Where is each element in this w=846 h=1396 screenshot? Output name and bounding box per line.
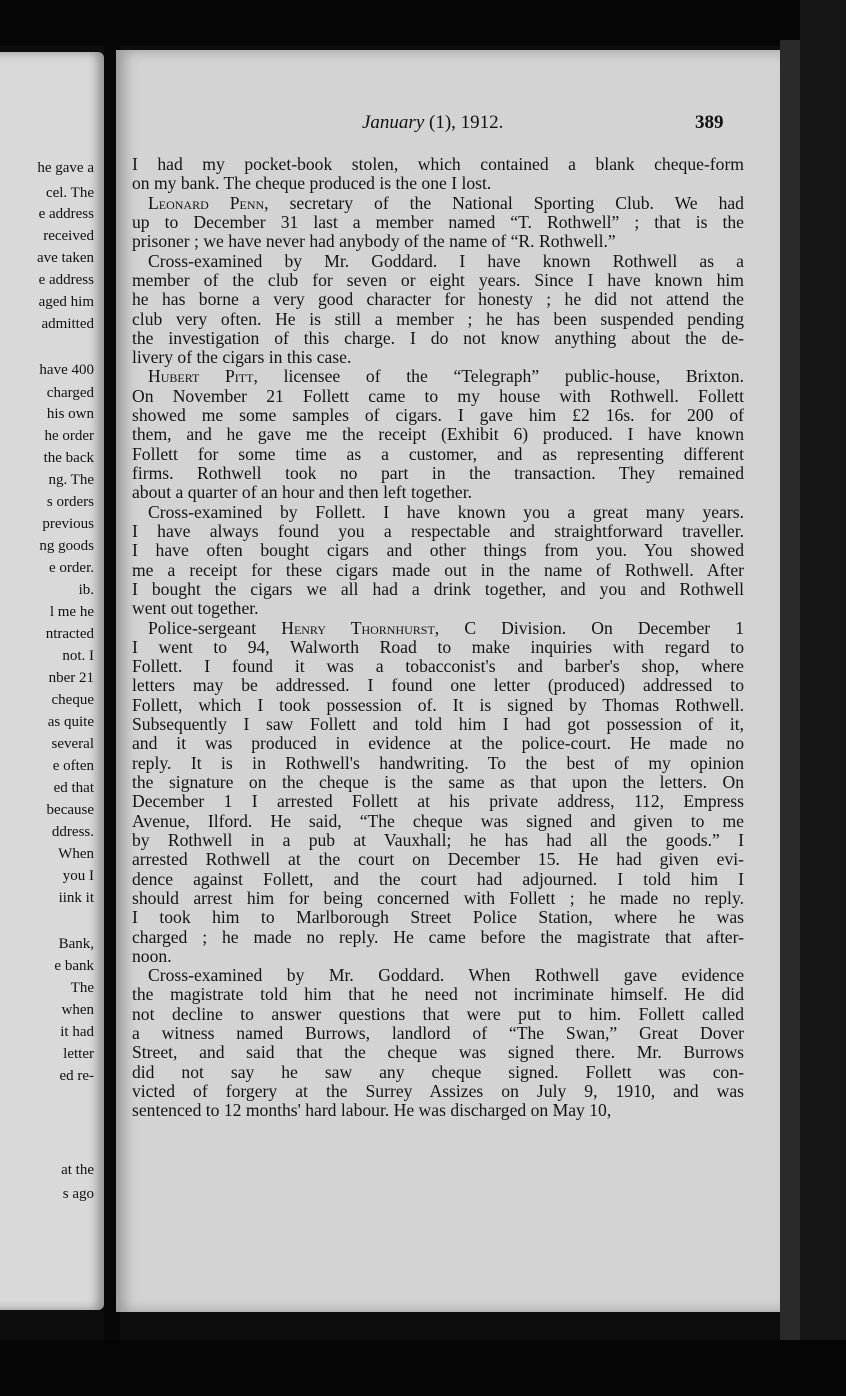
witness-name: Leonard Penn,: [148, 192, 269, 213]
left-page-fragment: aged him: [38, 294, 94, 310]
left-page-fragment: received: [43, 228, 94, 244]
text-line: the magistrate told him that he need not incriminate himself. He did: [132, 984, 744, 1005]
text-line: reply. It is in Rothwell's handwriting. To the best of my opinion: [132, 752, 744, 773]
text-line: the investigation of this charge. I do not know anything about the de-: [132, 327, 744, 348]
text-line: [132, 367, 744, 386]
page-number: 389: [695, 112, 724, 133]
left-page-fragment: e order.: [49, 560, 94, 576]
body-text: [132, 155, 744, 1121]
left-page-fragment: have 400: [39, 362, 94, 378]
text-line: up to December 31 last a member named “T. Rothwell” ; that is the: [132, 211, 744, 232]
left-page-fragment: cheque: [51, 692, 94, 708]
left-page-fragment: not. I: [62, 648, 94, 664]
left-page-fragment: e bank: [54, 958, 94, 974]
left-page-edge: [0, 52, 104, 1310]
right-page: [116, 50, 784, 1312]
left-page-fragment: ib.: [78, 582, 94, 598]
left-page-fragment: iink it: [58, 890, 94, 906]
left-page-fragment: as quite: [47, 714, 94, 730]
text-line: me a receipt for these cigars made out in the name of Rothwell. After: [132, 559, 744, 580]
left-page-fragment: l me he: [49, 604, 94, 620]
text-line: Cross-examined by Mr. Goddard. I have known Rothwell as a: [148, 250, 744, 271]
left-page-fragment: charged: [46, 385, 94, 401]
text-line: arrested Rothwell at the court on December 15. He had given evi-: [132, 849, 744, 870]
scan-border-top: [0, 0, 846, 46]
left-page-fragment: the back: [43, 450, 94, 466]
left-page-fragment: ed that: [53, 780, 94, 796]
text-line: On November 21 Follett came to my house with Rothwell. Follett: [132, 385, 744, 406]
text-line: victed of forgery at the Surrey Assizes on July 9, 1910, and was: [132, 1081, 744, 1101]
text-line: charged ; he made no reply. He came before the magistrate that after-: [132, 926, 744, 947]
text-line: dence against Follett, and the court had adjourned. I told him I: [132, 868, 744, 889]
left-page-fragment: s ago: [62, 1186, 94, 1202]
text-line: [132, 194, 744, 213]
text-line: [132, 619, 744, 638]
text-line: I have always found you a respectable and straightforward traveller.: [132, 520, 744, 541]
text-line: firms. Rothwell took no part in the transaction. They remained: [132, 463, 744, 483]
text-line: I had my pocket-book stolen, which contained a blank cheque-form: [132, 154, 744, 174]
header-month: January: [362, 112, 425, 133]
line-text: secretary of the National Sporting Club. We had: [289, 192, 744, 213]
text-line: prisoner ; we have never had anybody of the name of “R. Rothwell.”: [132, 231, 616, 252]
text-line: Follett, which I took possession of. It is signed by Thomas Rothwell.: [132, 694, 744, 715]
left-page-fragment: ntracted: [45, 626, 94, 642]
text-line: should arrest him for being concerned with Follett ; he made no reply.: [132, 887, 744, 908]
left-page-fragment: s orders: [46, 494, 94, 510]
text-line: Subsequently I saw Follett and told him I had got possession of it,: [132, 714, 744, 735]
text-line: on my bank. The cheque produced is the one I lost.: [132, 173, 492, 194]
left-page-fragment: several: [51, 736, 94, 752]
text-line: Avenue, Ilford. He said, “The cheque was signed and given to me: [132, 810, 744, 831]
witness-name: Henry Thornhurst,: [281, 617, 440, 638]
left-page-fragment: you I: [62, 868, 94, 884]
left-page-fragment: his own: [46, 406, 94, 422]
running-header: [116, 112, 784, 136]
line-text: C Division. On December 1: [464, 617, 744, 638]
left-page-fragment: When: [58, 846, 94, 862]
left-page-fragment: ddress.: [51, 824, 94, 840]
left-page-fragment: previous: [42, 516, 94, 532]
text-line: and it was produced in evidence at the police-court. He made no: [132, 733, 744, 754]
text-line: club very often. He is still a member ; he has been suspended pending: [132, 308, 744, 329]
left-page-fragment: nber 21: [48, 670, 94, 686]
line-text: licensee of the “Telegraph” public-house, Brixton.: [283, 366, 744, 387]
left-page-fragment: because: [46, 802, 94, 818]
text-line: Cross-examined by Mr. Goddard. When Rothwell gave evidence: [148, 965, 744, 986]
left-page-fragment: e address: [38, 272, 94, 288]
text-line: not decline to answer questions that were put to him. Follett called: [132, 1003, 744, 1024]
left-page-fragment: he order: [44, 428, 94, 444]
text-line: went out together.: [132, 598, 259, 619]
text-line: showed me some samples of cigars. I gave him £2 16s. for 200 of: [132, 405, 744, 426]
left-page-fragment: e address: [38, 206, 94, 222]
left-page-fragment: at the: [61, 1162, 94, 1178]
header-number: (1),: [429, 112, 456, 133]
text-line: letters may be addressed. I found one letter (produced) addressed to: [132, 675, 744, 696]
left-page-fragment: cel. The: [45, 185, 94, 201]
left-page-fragment: ed re-: [59, 1068, 94, 1084]
left-page-fragment: admitted: [41, 316, 94, 332]
text-line: sentenced to 12 months' hard labour. He was discharged on May 10,: [132, 1100, 612, 1121]
left-page-fragment: he gave a: [37, 160, 94, 176]
text-line: Follett for some time as a customer, and as representing different: [132, 443, 744, 464]
text-line: member of the club for seven or eight years. Since I have known him: [132, 269, 744, 290]
left-page-fragment: The: [70, 980, 94, 996]
left-page-fragment: ng. The: [48, 472, 94, 488]
text-line: did not say he saw any cheque signed. Follett was con-: [132, 1061, 744, 1082]
text-line: Street, and said that the cheque was signed there. Mr. Burrows: [132, 1042, 744, 1063]
text-line: I went to 94, Walworth Road to make inquiries with regard to: [132, 636, 744, 657]
text-line: Cross-examined by Follett. I have known you a great many years.: [148, 501, 744, 522]
scan-border-right-inner: [780, 40, 802, 1350]
text-line: the signature on the cheque is the same as that upon the letters. On: [132, 772, 744, 792]
left-page-fragment: e often: [52, 758, 94, 774]
left-page-fragment: letter: [63, 1046, 94, 1062]
text-line: them, and he gave me the receipt (Exhibit 6) produced. I have known: [132, 424, 744, 445]
text-line: he has borne a very good character for honesty ; he did not attend the: [132, 289, 744, 310]
left-page-fragment: ng goods: [39, 538, 94, 554]
left-page-fragment: when: [61, 1002, 94, 1018]
left-page-fragment: it had: [60, 1024, 94, 1040]
text-line: by Rothwell in a pub at Vauxhall; he has had all the goods.” I: [132, 829, 744, 850]
text-line: livery of the cigars in this case.: [132, 347, 352, 368]
text-line: I have often bought cigars and other things from you. You showed: [132, 540, 744, 561]
scan-border-right: [800, 0, 846, 1396]
left-page-fragment: ave taken: [36, 250, 94, 266]
text-line: I took him to Marlborough Street Police Station, where he was: [132, 907, 744, 928]
text-line: December 1 I arrested Follett at his private address, 112, Empress: [132, 791, 744, 812]
text-line: noon.: [132, 945, 172, 966]
scan-border-bottom: [0, 1340, 846, 1396]
text-line: a witness named Burrows, landlord of “The Swan,” Great Dover: [132, 1023, 744, 1044]
header-date: [362, 112, 503, 134]
text-line: Follett. I found it was a tobacconist's and barber's shop, where: [132, 656, 744, 677]
text-line: I bought the cigars we all had a drink together, and you and Rothwell: [132, 578, 744, 599]
speaker-title: Police-sergeant: [148, 617, 257, 638]
header-year: 1912.: [460, 112, 504, 133]
witness-name: Hubert Pitt,: [148, 366, 258, 387]
left-page-fragment: Bank,: [58, 936, 94, 952]
text-line: about a quarter of an hour and then left together.: [132, 482, 473, 503]
